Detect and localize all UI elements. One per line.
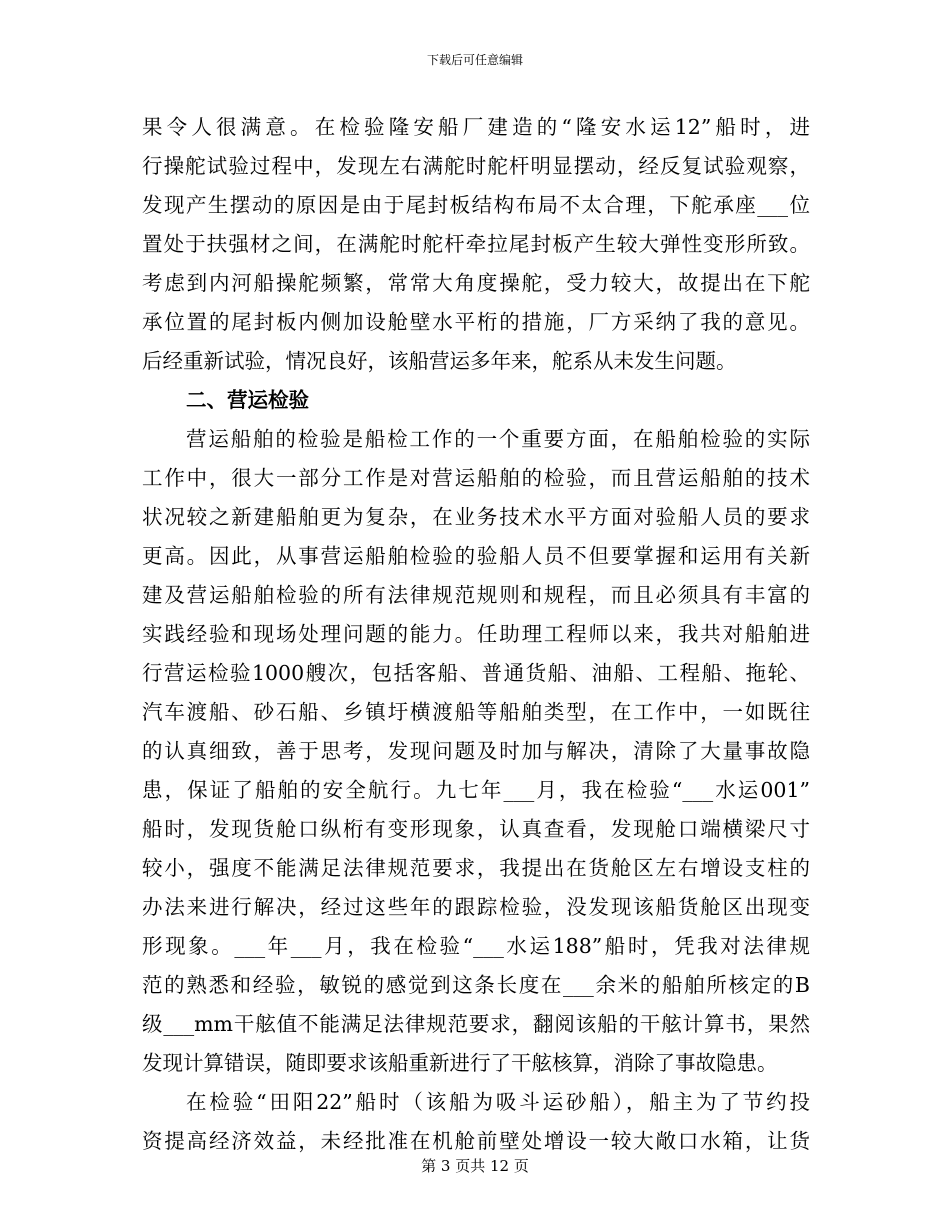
body-line: 实践经验和现场处理问题的能力。任助理工程师以来，我共对船舶进 <box>142 622 810 646</box>
page-header: 下载后可任意编辑 <box>426 53 523 67</box>
body-line: 汽车渡船、砂石船、乡镇圩横渡船等船舶类型，在工作中，一如既往 <box>142 700 810 724</box>
body-line: 形现象。___年___月，我在检验“___水运188”船时，凭我对法律规 <box>142 934 810 958</box>
body-line: 患，保证了船舶的安全航行。九七年___月，我在检验“___水运001” <box>142 778 810 802</box>
body-line: 果令人很满意。在检验隆安船厂建造的“隆安水运12”船时，进 <box>142 115 810 139</box>
body-line: 范的熟悉和经验，敏锐的感觉到这条长度在___余米的船舶所核定的B <box>142 973 810 997</box>
body-line: 行营运检验1000艘次，包括客船、普通货船、油船、工程船、拖轮、 <box>142 661 810 685</box>
page-footer: 第 3 页共 12 页 <box>421 1157 529 1175</box>
body-line: 级___mm干舷值不能满足法律规范要求，翻阅该船的干舷计算书，果然 <box>142 1012 810 1036</box>
body-line: 的认真细致，善于思考，发现问题及时加与解决，清除了大量事故隐 <box>142 739 810 763</box>
body-line: 考虑到内河船操舵频繁，常常大角度操舵，受力较大，故提出在下舵 <box>142 271 810 295</box>
body-line: 置处于扶强材之间，在满舵时舵杆牵拉尾封板产生较大弹性变形所致。 <box>142 232 810 256</box>
document-body <box>142 108 810 1161</box>
body-line: 办法来进行解决，经过这些年的跟踪检验，没发现该船货舱区出现变 <box>142 895 810 919</box>
body-line: 在检验“田阳22”船时（该船为吸斗运砂船），船主为了节约投 <box>186 1090 810 1114</box>
body-line: 建及营运船舶检验的所有法律规范规则和规程，而且必须具有丰富的 <box>142 583 810 607</box>
body-line: 发现计算错误，随即要求该船重新进行了干舷核算，消除了事故隐患。 <box>142 1051 778 1075</box>
body-line: 发现产生摆动的原因是由于尾封板结构布局不太合理，下舵承座___位 <box>142 193 810 217</box>
body-line: 更高。因此，从事营运船舶检验的验船人员不但要掌握和运用有关新 <box>142 544 810 568</box>
body-line: 船时，发现货舱口纵桁有变形现象，认真查看，发现舱口端横梁尺寸 <box>142 817 810 841</box>
body-line: 状况较之新建船舶更为复杂，在业务技术水平方面对验船人员的要求 <box>142 505 810 529</box>
body-line: 行操舵试验过程中，发现左右满舵时舵杆明显摆动，经反复试验观察， <box>142 154 810 178</box>
body-line: 资提高经济效益，未经批准在机舱前壁处增设一较大敞口水箱，让货 <box>142 1129 810 1153</box>
body-line: 承位置的尾封板内侧加设舱壁水平桁的措施，厂方采纳了我的意见。 <box>142 310 810 334</box>
body-line: 工作中，很大一部分工作是对营运船舶的检验，而且营运船舶的技术 <box>142 466 810 490</box>
section-heading: 二、营运检验 <box>186 388 309 412</box>
body-line: 后经重新试验，情况良好，该船营运多年来，舵系从未发生问题。 <box>142 349 737 373</box>
body-line: 较小，强度不能满足法律规范要求，我提出在货舱区左右增设支柱的 <box>142 856 810 880</box>
body-line: 营运船舶的检验是船检工作的一个重要方面，在船舶检验的实际 <box>186 427 810 451</box>
